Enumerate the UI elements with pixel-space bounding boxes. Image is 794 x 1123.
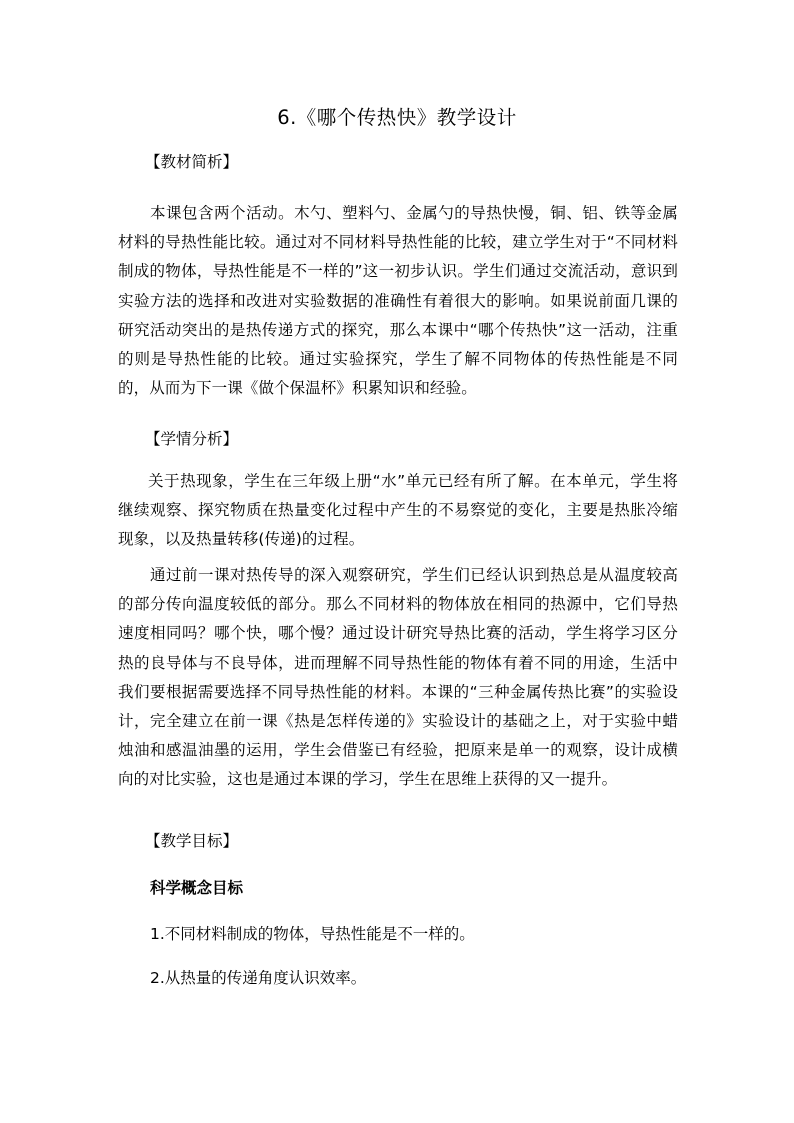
subheading-science-concept-goals: 科学概念目标 <box>150 879 244 897</box>
paragraph-student-analysis-1: 关于热现象，学生在三年级上册“水”单元已经有所了解。在本单元，学生将继续观察、探究物质在热量变化过程中产生的不易察觉的变化，主要是热胀冷缩现象，以及热量转移(传递)的过程。 <box>118 472 678 549</box>
paragraph-student-analysis-2: 通过前一课对热传导的深入观察研究，学生们已经认识到热总是从温度较高的部分传向温度较低的部分。那么不同材料的物体放在相同的热源中，它们导热速度相同吗？哪个快，哪个慢？通过设计研究导热比赛的活动，学生将学习区分热的良导体与不良导体，进而理解不同导热性能的物体有着不同的用途，生活中我们要根据需要选择不同导热性能的材料。本课的“三种金属传热比赛”的实验设计，完全建立在前一课《热是怎样传递的》实验设计的基础之上，对于实验中蜡烛油和感温油墨的运用，学生会借鉴已有经验，把原来是单一的观察，设计成横向的对比实验，这也是通过本课的学习，学生在思维上获得的又一提升。 <box>118 566 678 789</box>
section-heading-student-analysis: 【学情分析】 <box>145 430 239 448</box>
goal-item-1: 1.不同材料制成的物体，导热性能是不一样的。 <box>150 925 475 943</box>
paragraph-textbook-analysis: 本课包含两个活动。木勺、塑料勺、金属勺的导热快慢，铜、铝、铁等金属材料的导热性能比较。通过对不同材料导热性能的比较，建立学生对于“不同材料制成的物体，导热性能是不一样的”这一初步认识。学生们通过交流活动，意识到实验方法的选择和改进对实验数据的准确性有着很大的影响。如果说前面几课的研究活动突出的是热传递方式的探究，那么本课中“哪个传热快”这一活动，注重的则是导热性能的比较。通过实验探究，学生了解不同物体的传热性能是不同的，从而为下一课《做个保温杯》积累知识和经验。 <box>118 204 678 398</box>
section-heading-textbook-analysis: 【教材简析】 <box>145 153 239 171</box>
document-title: 6.《哪个传热快》教学设计 <box>277 106 517 129</box>
goal-item-2: 2.从热量的传递角度认识效率。 <box>150 969 367 987</box>
section-heading-teaching-goals: 【教学目标】 <box>145 832 239 850</box>
